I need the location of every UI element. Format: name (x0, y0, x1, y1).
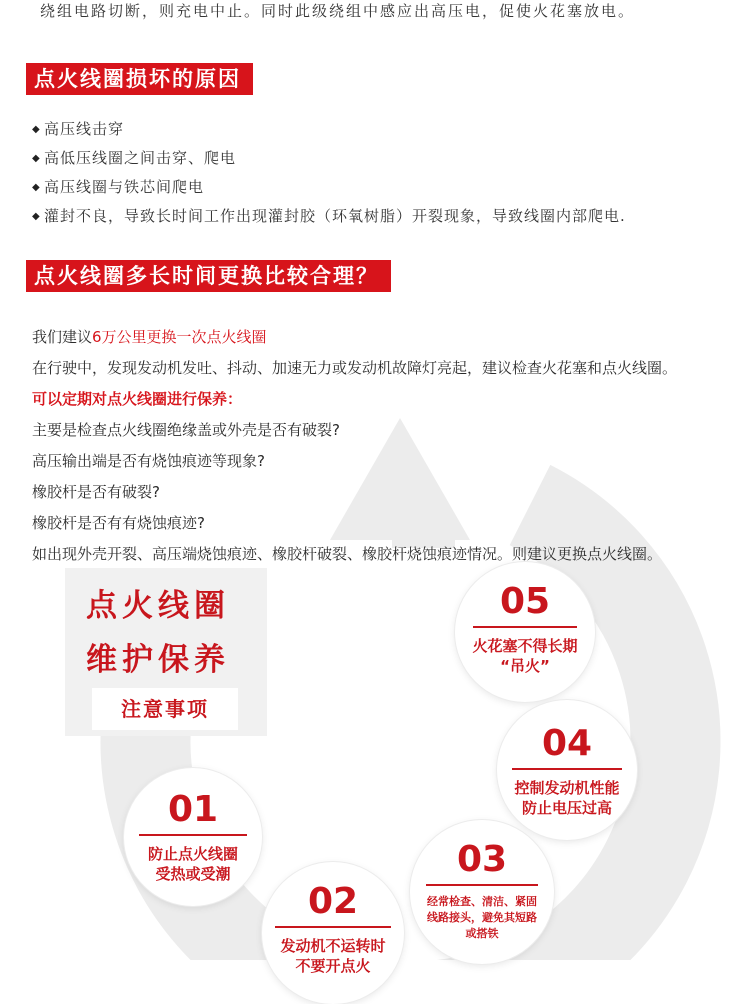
step-03 (410, 820, 554, 964)
step-01 (124, 768, 262, 906)
intro-text: 绕组电路切断，则充电中止。同时此级绕组中感应出高压电，促使火花塞放电。 (40, 2, 636, 20)
step-number: 01 (167, 789, 219, 830)
section-title-causes: 点火线圈损坏的原因 (26, 63, 253, 95)
step-02 (262, 862, 404, 1004)
check-item: 主要是检查点火线圈绝缘盖或外壳是否有破裂? (32, 421, 340, 439)
step-number: 04 (541, 723, 593, 764)
diamond-bullet-icon: ◆ (32, 211, 41, 222)
conclusion-text: 如出现外壳开裂、高压端烧蚀痕迹、橡胶杆破裂、橡胶杆烧蚀痕迹情况。则建议更换点火线圈。 (32, 545, 663, 563)
replacement-content (32, 322, 677, 570)
check-item: 橡胶杆是否有破裂? (32, 483, 160, 501)
recommendation-prefix: 我们建议 (32, 328, 93, 346)
step-number: 03 (456, 839, 508, 880)
driving-advice: 在行驶中，发现发动机发吐、抖动、加速无力或发动机故障灯亮起，建议检查火花塞和点火线圈。 (32, 359, 678, 377)
step-04 (497, 700, 637, 840)
step-divider (139, 834, 247, 836)
list-item-text: 高低压线圈之间击穿、爬电 (44, 149, 237, 167)
list-item-text: 灌封不良，导致长时间工作出现灌封胶（环氧树脂）开裂现象，导致线圈内部爬电. (44, 207, 626, 225)
step-text: 控制发动机性能 防止电压过高 (514, 779, 620, 818)
step-text: 经常检查、清洁、紧固 线路接头，避免其短路 或搭铁 (427, 895, 537, 940)
step-divider (426, 884, 538, 886)
section-title-replacement: 点火线圈多长时间更换比较合理？ (26, 260, 391, 292)
step-05 (455, 562, 595, 702)
step-text: 火花塞不得长期 “吊火” (472, 637, 578, 676)
maintenance-heading: 可以定期对点火线圈进行保养： (32, 390, 243, 408)
diamond-bullet-icon: ◆ (32, 153, 41, 164)
step-text: 发动机不运转时 不要开点火 (280, 937, 386, 976)
step-divider (473, 626, 577, 628)
step-divider (275, 926, 391, 928)
step-divider (512, 768, 622, 770)
maintenance-title-line2: 维护保养 (86, 642, 230, 678)
step-number: 02 (307, 881, 359, 922)
notes-button[interactable]: 注意事项 (92, 688, 238, 730)
list-item-text: 高压线圈与铁芯间爬电 (44, 178, 205, 196)
recommendation-line (32, 322, 677, 353)
diamond-bullet-icon: ◆ (32, 124, 41, 135)
check-item: 高压输出端是否有烧蚀痕迹等现象? (32, 452, 265, 470)
maintenance-title-line1: 点火线圈 (86, 588, 230, 624)
diamond-bullet-icon: ◆ (32, 182, 41, 193)
step-number: 05 (499, 581, 551, 622)
step-text: 防止点火线圈 受热或受潮 (147, 845, 238, 884)
recommendation-highlight: 6万公里更换一次点火线圈 (92, 328, 267, 346)
list-item-text: 高压线击穿 (44, 120, 125, 138)
check-item: 橡胶杆是否有有烧蚀痕迹? (32, 514, 205, 532)
